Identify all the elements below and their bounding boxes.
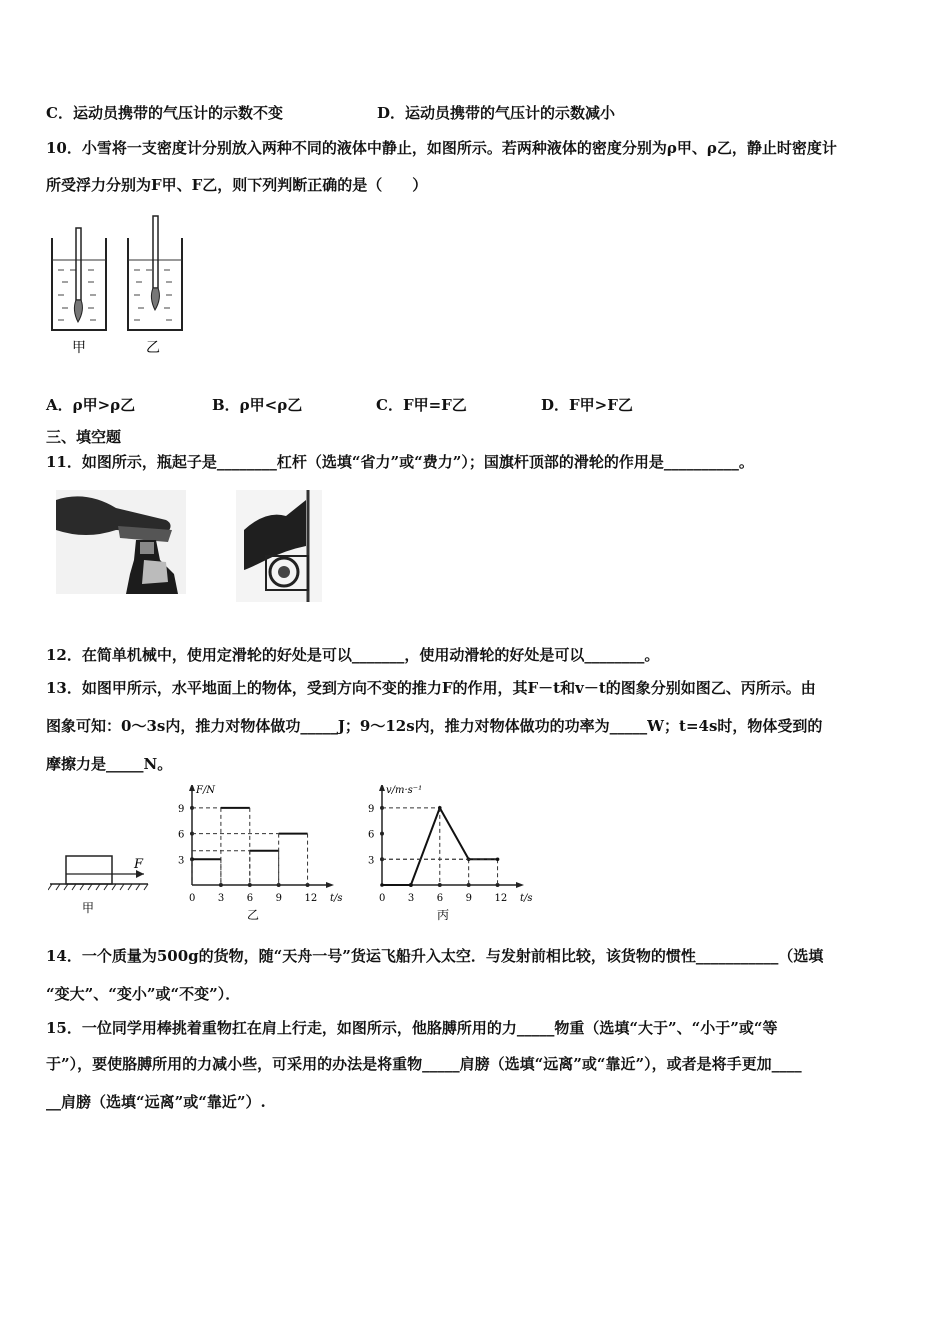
velocity-time-chart — [360, 785, 540, 925]
bing-x-arrow — [516, 882, 524, 888]
bing-y-label: v/m·s⁻¹ — [386, 785, 423, 796]
yi-y-tick-6: 6 — [178, 829, 185, 841]
bing-point-0 — [380, 883, 384, 887]
q14-line-1: 14．一个质量为500g的货物，随“天舟一号”货运飞船升入太空．与发射前相比较，该货物的惯性___________（选填 — [46, 947, 824, 965]
q11-text: 11．如图所示，瓶起子是________杠杆（选填“省力”或“费力”）；国旗杆顶部的滑轮的作用是__________。 — [46, 453, 754, 471]
bing-point-4 — [496, 857, 500, 861]
q10-option-b: B．ρ甲<ρ乙 — [212, 396, 303, 414]
block-push-figure — [48, 850, 158, 920]
q14-line-2: “变大”、“变小”或“不变”）． — [46, 985, 241, 1003]
bing-y-tick-3: 3 — [368, 855, 375, 867]
beaker-yi — [128, 216, 182, 330]
q13-line-1: 13．如图甲所示，水平地面上的物体，受到方向不变的推力F的作用，其F－t和v－t的图象分别如图乙、丙所示。由 — [46, 679, 816, 697]
yi-y-tick-3: 3 — [178, 855, 185, 867]
bing-x-tick-0: 0 — [379, 893, 386, 904]
bing-x-tick-9: 9 — [465, 893, 473, 904]
flagpole-pulley-photo — [236, 490, 322, 602]
yi-y-tick-9: 9 — [178, 803, 185, 815]
bing-point-1 — [409, 883, 413, 887]
yi-x-label: t/s — [330, 893, 343, 904]
beaker-jia — [52, 228, 106, 330]
yi-caption: 乙 — [247, 908, 260, 922]
q9-option-c: C．运动员携带的气压计的示数不变 — [46, 104, 283, 122]
bing-x-tick-3: 3 — [407, 893, 415, 904]
q15-line-2: 于”），要使胳膊所用的力减小些，可采用的办法是将重物_____肩膀（选填“远离”或“靠近”），或者是将手更加____ — [46, 1055, 802, 1073]
q10-option-d: D．F甲>F乙 — [541, 396, 633, 414]
block — [66, 856, 112, 884]
q15-line-3: __肩膀（选填“远离”或“靠近”）. — [46, 1093, 266, 1111]
fig-jia-label: 甲 — [82, 901, 95, 915]
beaker-yi-label: 乙 — [146, 340, 160, 356]
yi-x-tick-3: 3 — [217, 893, 225, 904]
q10-line-2: 所受浮力分别为F甲、F乙，则下列判断正确的是（ ） — [46, 176, 428, 194]
bing-y-arrow — [379, 785, 385, 791]
bing-x-tick-12: 12 — [494, 893, 508, 904]
bing-point-2 — [438, 806, 442, 810]
q10-option-c: C．F甲=F乙 — [376, 396, 467, 414]
q10-option-a: A．ρ甲>ρ乙 — [46, 396, 136, 414]
q13-line-3: 摩擦力是_____N。 — [46, 755, 173, 773]
beaker-jia-label: 甲 — [72, 340, 86, 356]
bing-y-tick-dot-6 — [380, 832, 384, 836]
bing-x-label: t/s — [520, 893, 533, 904]
bing-y-tick-6: 6 — [368, 829, 375, 841]
yi-x-arrow — [326, 882, 334, 888]
yi-x-tick-6: 6 — [246, 893, 254, 904]
bottle-opener-photo — [56, 490, 186, 594]
yi-y-arrow — [189, 785, 195, 791]
yi-x-tick-9: 9 — [275, 893, 283, 904]
force-label: F — [134, 857, 144, 872]
section-title: 三、填空题 — [46, 428, 122, 446]
q9-option-d: D．运动员携带的气压计的示数减小 — [377, 104, 616, 122]
yi-x-tick-0: 0 — [189, 893, 196, 904]
yi-x-tick-12: 12 — [304, 893, 318, 904]
bing-y-tick-9: 9 — [368, 803, 375, 815]
q12-text: 12．在简单机械中，使用定滑轮的好处是可以_______，使用动滑轮的好处是可以________。 — [46, 646, 660, 664]
bing-x-tick-6: 6 — [436, 893, 444, 904]
force-time-chart — [170, 785, 350, 925]
q15-line-1: 15．一位同学用棒挑着重物扛在肩上行走，如图所示，他胳膊所用的力_____物重（选填“大于”、“小于”或“等 — [46, 1019, 778, 1037]
bing-caption: 丙 — [437, 908, 450, 922]
q10-line-1: 10．小雪将一支密度计分别放入两种不同的液体中静止，如图所示。若两种液体的密度分别为ρ甲、ρ乙，静止时密度计 — [46, 139, 837, 157]
densimeter-figure — [48, 210, 198, 360]
yi-y-label: F/N — [196, 785, 216, 796]
q13-line-2: 图象可知：0～3s内，推力对物体做功_____J；9～12s内，推力对物体做功的功率为_____W；t=4s时，物体受到的 — [46, 717, 823, 735]
